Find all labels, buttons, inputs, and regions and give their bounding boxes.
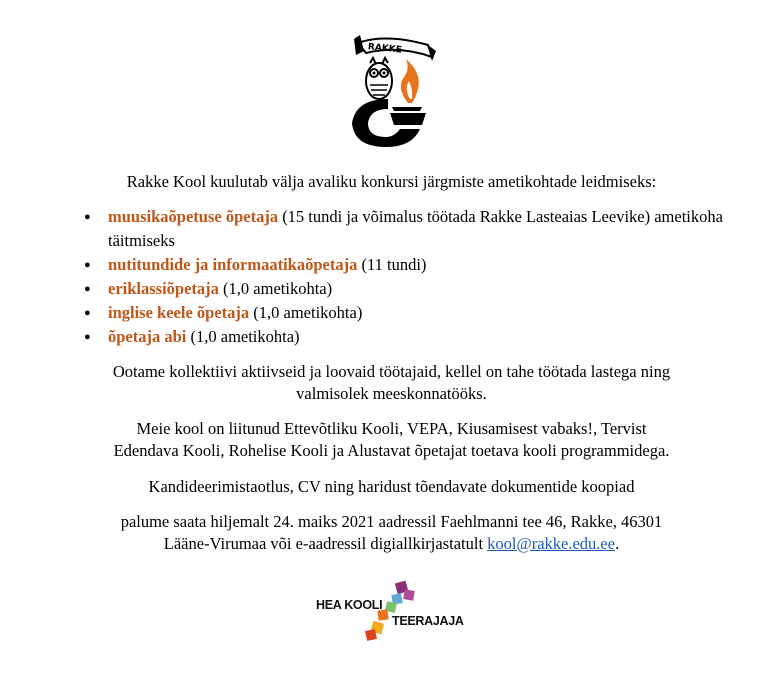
position-detail: (1,0 ametikohta) [186, 327, 300, 346]
position-detail: (11 tundi) [357, 255, 427, 274]
position-role: muusikaõpetuse õpetaja [108, 207, 279, 226]
position-detail: (1,0 ametikohta) [249, 303, 363, 322]
position-role: inglise keele õpetaja [108, 303, 250, 322]
position-detail: (1,0 ametikohta) [218, 279, 333, 298]
list-item [82, 253, 742, 277]
intro-text: Rakke Kool kuulutab välja avaliku konkursi järgmiste ametikohtade leidmiseks: [126, 172, 657, 191]
position-role: nutitundide ja informaatikaõpetaja [108, 255, 358, 274]
team-paragraph [0, 361, 783, 405]
programs-line-2: Edendava Kooli, Rohelise Kooli ja Alustavat õpetajat toetava kooli programmidega. [113, 441, 670, 460]
svg-text:RAKKE: RAKKE [367, 42, 403, 56]
position-role: eriklassiõpetaja [108, 279, 219, 298]
staircase-blocks-icon [316, 580, 466, 644]
rakke-owl-logo [346, 33, 436, 149]
programs-paragraph [0, 418, 783, 462]
positions-list [82, 205, 742, 349]
list-item [82, 301, 742, 325]
send-line-2-text: Lääne-Virumaa või e-aadressil digiallkirjastatult [163, 534, 488, 553]
send-paragraph [0, 511, 783, 555]
send-line-2-end: . [615, 534, 620, 553]
documents-paragraph: Kandideerimistaotlus, CV ning haridust tõendavate dokumentide koopiad [148, 477, 635, 496]
position-role: õpetaja abi [108, 327, 187, 346]
list-item [82, 205, 742, 253]
list-item [82, 325, 742, 349]
team-line-1: Ootame kollektiivi aktiivseid ja loovaid töötajaid, kellel on tahe töötada lastega ning [112, 362, 671, 381]
team-line-2: valmisolek meeskonnatööks. [296, 384, 487, 403]
logo-line-2: TEERAJAJA [392, 614, 464, 628]
programs-line-1: Meie kool on liitunud Ettevõtliku Kooli, VEPA, Kiusamisest vabaks!, Tervist [136, 419, 647, 438]
email-link[interactable]: kool@rakke.edu.ee [487, 534, 616, 553]
position-detail: (15 tundi ja võimalus töötada Rakke Lasteaias Leevike) ametikoha täitmiseks [108, 207, 723, 250]
send-line-2 [0, 533, 783, 555]
send-line-1: palume saata hiljemalt 24. maiks 2021 aadressil Faehlmanni tee 46, Rakke, 46301 [120, 512, 663, 531]
hea-kooli-teerajaja-logo [316, 580, 466, 644]
list-item [82, 277, 742, 301]
logo-line-1: HEA KOOLI [316, 598, 383, 612]
